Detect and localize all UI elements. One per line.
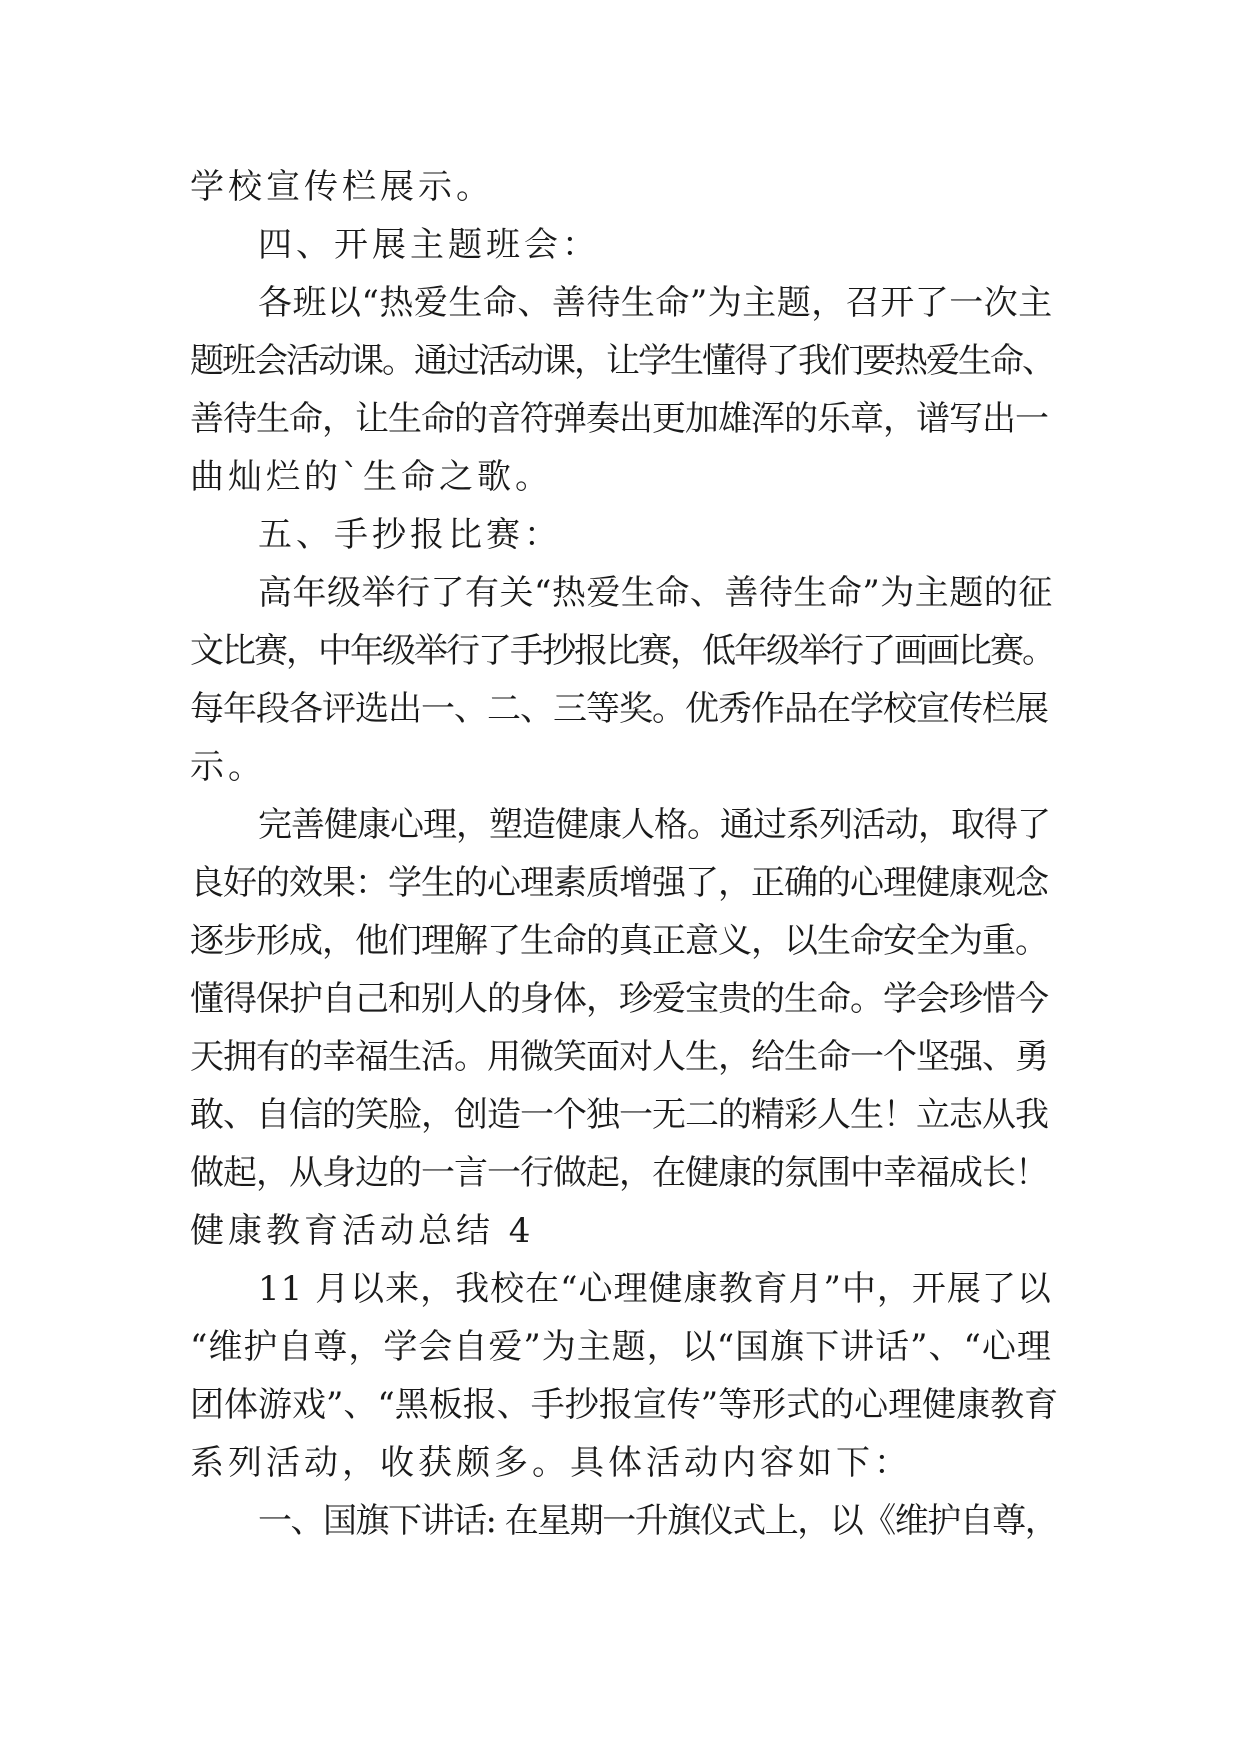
text-line: 高年级举行了有关“热爱生命、善待生命”为主题的征 <box>258 573 1053 613</box>
document-body <box>190 158 1060 1550</box>
text-line: 良好的效果：学生的心理素质增强了，正确的心理健康观念 <box>190 863 1048 903</box>
section-heading: 五、手抄报比赛： <box>258 515 562 555</box>
text-line: 敢、自信的笑脸，创造一个独一无二的精彩人生！立志从我 <box>190 1095 1048 1135</box>
text-line: 逐步形成，他们理解了生命的真正意义，以生命安全为重。 <box>190 921 1048 961</box>
text-line: 做起，从身边的一言一行做起，在健康的氛围中幸福成长！ <box>190 1153 1048 1193</box>
text-line: 懂得保护自己和别人的身体，珍爱宝贵的生命。学会珍惜今 <box>190 979 1048 1019</box>
text-line: 文比赛，中年级举行了手抄报比赛，低年级举行了画画比赛。 <box>190 631 1054 671</box>
text-line: 天拥有的幸福生活。用微笑面对人生，给生命一个坚强、勇 <box>190 1037 1048 1077</box>
text-line: 各班以“热爱生命、善待生命”为主题，召开了一次主 <box>258 283 1053 323</box>
section-heading: 一、国旗下讲话: 在星期一升旗仪式上，以《维护自尊， <box>258 1501 1058 1541</box>
text-line: 学校宣传栏展示。 <box>190 167 494 207</box>
document-section-title: 健康教育活动总结 4 <box>190 1211 535 1251</box>
text-line: 示。 <box>190 747 266 787</box>
text-line: 题班会活动课。通过活动课，让学生懂得了我们要热爱生命、 <box>190 341 1054 381</box>
section-heading: 四、开展主题班会： <box>258 225 600 265</box>
text-line: 系列活动，收获颇多。具体活动内容如下： <box>190 1443 912 1483</box>
text-line: 11 月以来，我校在“心理健康教育月”中，开展了以 <box>258 1269 1052 1309</box>
text-line: 团体游戏”、“黑板报、手抄报宣传”等形式的心理健康教育 <box>190 1385 1059 1425</box>
text-line: 每年段各评选出一、二、三等奖。优秀作品在学校宣传栏展 <box>190 689 1048 729</box>
text-line: 善待生命，让生命的音符弹奏出更加雄浑的乐章，谱写出一 <box>190 399 1048 439</box>
text-line: 曲灿烂的`生命之歌。 <box>190 457 553 497</box>
text-line: 完善健康心理，塑造健康人格。通过系列活动，取得了 <box>258 805 1050 845</box>
text-line: “维护自尊，学会自爱”为主题，以“国旗下讲话”、“心理 <box>190 1327 1052 1367</box>
